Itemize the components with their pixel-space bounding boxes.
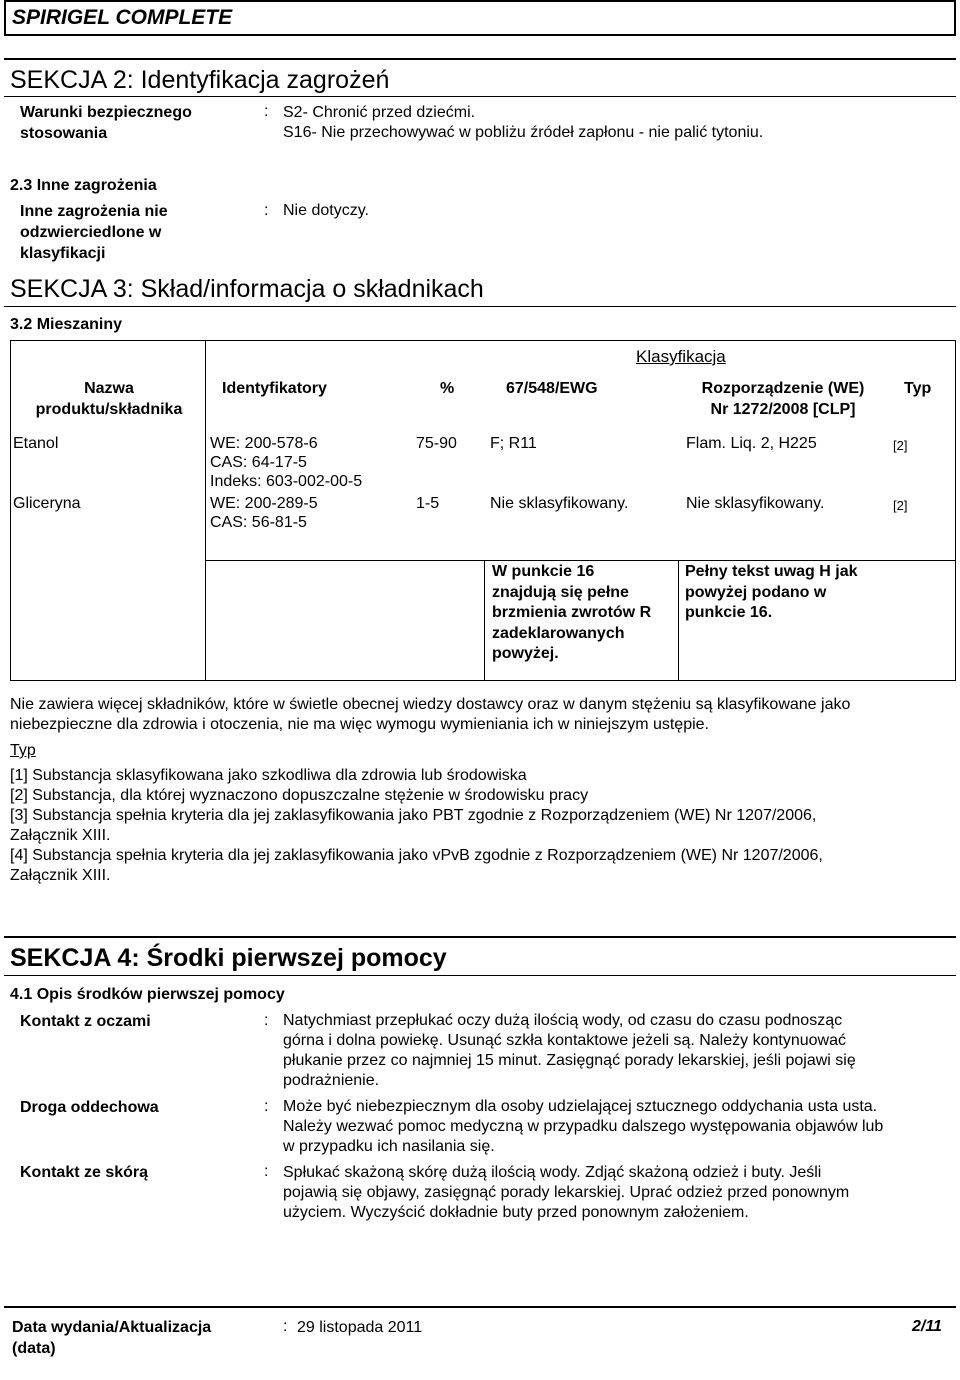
inhalation-value — [283, 1097, 883, 1157]
section2-bottom-rule — [4, 96, 956, 97]
section2-title: SEKCJA 2: Identyfikacja zagrożeń — [10, 66, 390, 94]
table-note-rule — [205, 560, 955, 561]
inhal-line2: Należy wezwać pomoc medyczną w przypadku dalszego występowania objawów lub — [283, 1118, 884, 1135]
note-clp — [685, 562, 858, 624]
first-aid-subheading: 4.1 Opis środków pierwszej pomocy — [10, 986, 285, 1003]
col-header-name — [20, 378, 198, 420]
row-etanol-percent: 75-90 — [416, 435, 457, 452]
composition-note — [10, 695, 850, 735]
colon: : — [283, 1318, 288, 1335]
col-name-line2: produktu/składnika — [35, 401, 183, 418]
type-heading: Typ — [10, 742, 36, 759]
mixtures-heading: 3.2 Mieszaniny — [10, 316, 123, 333]
type-legend-3-line2: Załącznik XIII. — [10, 827, 111, 844]
note-eec-line1: W punkcie 16 — [492, 563, 595, 580]
type-legend-2: [2] Substancja, dla której wyznaczono dopuszczalne stężenie w środowisku pracy — [10, 787, 589, 804]
row-etanol-id3: Indeks: 603-002-00-5 — [210, 473, 363, 490]
note-eec — [492, 562, 651, 665]
footer-date-value: 29 listopada 2011 — [297, 1319, 423, 1336]
row-gliceryna-id2: CAS: 56-81-5 — [210, 514, 307, 531]
eyes-line3: płukanie przez co najmniej 15 minut. Zasięgnąć porady lekarskiej, jeśli pojawi się — [283, 1052, 856, 1069]
inhal-line1: Może być niebezpiecznym dla osoby udzielającej sztucznego oddychania usta usta. — [283, 1098, 878, 1115]
note-eec-line5: powyżej. — [492, 645, 559, 662]
section4-title: SEKCJA 4: Środki pierwszej pomocy — [10, 944, 447, 972]
type-legend — [10, 766, 823, 886]
skin-line1: Spłukać skażoną skórę dużą ilością wody. Zdjąć skażoną odzież i buty. Jeśli — [283, 1164, 822, 1181]
safety-value-line1: S2- Chronić przed dziećmi. — [283, 104, 476, 121]
skin-value — [283, 1163, 849, 1223]
row-etanol-type: [2] — [893, 438, 908, 453]
row-etanol-clp: Flam. Liq. 2, H225 — [686, 435, 817, 452]
row-gliceryna-id1: WE: 200-289-5 — [210, 495, 318, 512]
table-left-border — [10, 340, 11, 680]
table-right-border — [955, 340, 956, 680]
col-clp-line1: Rozporządzenie (WE) — [701, 380, 865, 397]
colon: : — [264, 1012, 269, 1029]
footer-date-label-line1: Data wydania/Aktualizacja — [12, 1319, 212, 1336]
type-legend-4-line2: Załącznik XIII. — [10, 867, 111, 884]
other-label-line3: klasyfikacji — [20, 245, 106, 262]
section4-bottom-rule — [4, 975, 956, 976]
footer-date-label — [12, 1317, 211, 1359]
classification-heading: Klasyfikacja — [636, 347, 726, 366]
safety-value — [283, 103, 763, 143]
section4-top-rule — [4, 936, 956, 938]
row-gliceryna-clp: Nie sklasyfikowany. — [686, 495, 825, 512]
colon: : — [264, 1098, 269, 1115]
note-clp-line2: powyżej podano w — [685, 583, 827, 601]
table-top-border — [10, 340, 956, 341]
col-header-eec: 67/548/EWG — [506, 380, 598, 397]
other-label-line2: odzwierciedlone w — [20, 224, 162, 241]
colon: : — [264, 1163, 269, 1180]
note-eec-line4: zadeklarowanych — [492, 624, 625, 642]
row-etanol-identifiers — [210, 434, 362, 491]
col-header-percent: % — [440, 380, 455, 397]
other-hazards-heading: 2.3 Inne zagrożenia — [10, 177, 157, 194]
skin-label: Kontakt ze skórą — [20, 1164, 149, 1181]
table-divider-eec — [484, 560, 485, 680]
col-clp-line2: Nr 1272/2008 [CLP] — [710, 401, 856, 418]
row-gliceryna-name: Gliceryna — [13, 495, 81, 512]
colon: : — [264, 202, 269, 219]
col-name-line1: Nazwa — [84, 380, 134, 397]
note-eec-line2: znajdują się pełne — [492, 583, 629, 601]
row-etanol-id1: WE: 200-578-6 — [210, 435, 318, 452]
col-header-clp — [685, 378, 881, 420]
section3-rule — [4, 306, 956, 307]
note-clp-line1: Pełny tekst uwag H jak — [685, 563, 858, 580]
row-etanol-id2: CAS: 64-17-5 — [210, 454, 307, 471]
safety-value-line2: S16- Nie przechowywać w pobliżu źródeł zapłonu - nie palić tytoniu. — [283, 124, 764, 141]
table-bottom-border — [10, 680, 956, 681]
eyes-line1: Natychmiast przepłukać oczy dużą ilością wody, od czasu do czasu podnosząc — [283, 1012, 843, 1029]
safety-label-line1: Warunki bezpiecznego — [20, 104, 192, 121]
eyes-label: Kontakt z oczami — [20, 1013, 151, 1030]
row-gliceryna-identifiers — [210, 494, 318, 532]
section3-title: SEKCJA 3: Skład/informacja o składnikach — [10, 275, 484, 303]
type-legend-1: [1] Substancja sklasyfikowana jako szkodliwa dla zdrowia lub środowiska — [10, 767, 527, 784]
section2-top-rule — [4, 58, 956, 60]
other-hazards-label — [20, 201, 168, 264]
row-gliceryna-eec: Nie sklasyfikowany. — [490, 495, 629, 512]
type-legend-3-line1: [3] Substancja spełnia kryteria dla jej zaklasyfikowania jako PBT zgodnie z Rozporządzeniem (WE) Nr 1207/2006, — [10, 807, 817, 824]
eyes-line2: górna i dolna powiekę. Usunąć szkła kontaktowe jeżeli są. Należy kontynuować — [283, 1032, 846, 1049]
footer-rule — [4, 1306, 956, 1308]
row-gliceryna-type: [2] — [893, 498, 908, 513]
table-divider-clp — [678, 560, 679, 680]
eyes-value — [283, 1011, 856, 1091]
col-header-identifiers: Identyfikatory — [222, 380, 327, 397]
note-clp-line3: punkcie 16. — [685, 604, 773, 621]
inhalation-label: Droga oddechowa — [20, 1099, 159, 1116]
safety-label-line2: stosowania — [20, 125, 108, 142]
row-etanol-eec: F; R11 — [490, 435, 537, 452]
other-hazards-value: Nie dotyczy. — [283, 202, 369, 219]
skin-line2: pojawią się objawy, zasięgnąć porady lekarskiej. Uprać odzież przed ponownym — [283, 1184, 850, 1201]
other-label-line1: Inne zagrożenia nie — [20, 203, 168, 220]
inhal-line3: w przypadku ich nasilania się. — [283, 1138, 495, 1155]
product-name: SPIRIGEL COMPLETE — [12, 6, 233, 29]
composition-note-line2: niebezpieczne dla zdrowia i otoczenia, nie ma więc wymogu wymieniania ich w niniejszym ustępie. — [10, 716, 709, 733]
table-divider-name — [205, 340, 206, 680]
footer-page-number: 2/11 — [912, 1318, 942, 1335]
type-legend-4-line1: [4] Substancja spełnia kryteria dla jej zaklasyfikowania jako vPvB zgodnie z Rozporządzeniem (WE) Nr 1207/2006, — [10, 847, 823, 864]
eyes-line4: podrażnienie. — [283, 1072, 380, 1089]
note-eec-line3: brzmienia zwrotów R — [492, 604, 652, 621]
row-gliceryna-percent: 1-5 — [416, 495, 440, 512]
footer-date-label-line2: (data) — [12, 1340, 56, 1357]
safety-label — [20, 102, 192, 144]
col-header-type: Typ — [904, 380, 932, 397]
composition-note-line1: Nie zawiera więcej składników, które w świetle obecnej wiedzy dostawcy oraz w danym stężeniu są klasyfikowane jako — [10, 696, 851, 713]
skin-line3: użyciem. Wyczyścić dokładnie buty przed ponownym założeniem. — [283, 1204, 749, 1221]
colon: : — [264, 103, 269, 120]
row-etanol-name: Etanol — [13, 435, 59, 452]
